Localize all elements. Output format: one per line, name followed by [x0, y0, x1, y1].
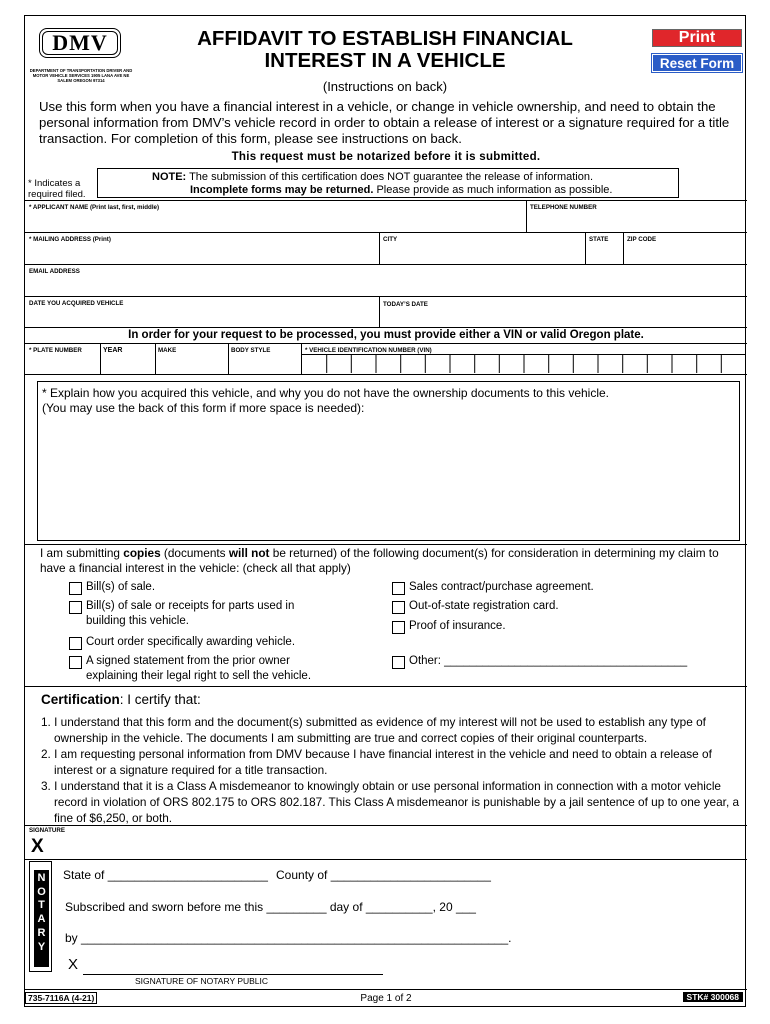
explain-line1: * Explain how you acquired this vehicle, and why you do not have the ownership documents to this vehicle. — [42, 386, 609, 400]
certification-title-bold: Certification — [41, 692, 120, 707]
copies-text-post: be returned) of the following document(s) for consideration in determining my claim to have a financial interest in the vehicle: (check all that apply) — [40, 546, 719, 575]
zip-code-field[interactable] — [624, 233, 746, 263]
certification-item-3: 3. I understand that it is a Class A misdemeanor to knowingly obtain or use personal information in connection with a motor vehicle record in violation of ORS 802.175 to ORS 802.187. This Class A misdemeanor is punishable by a jail sentence of up to one year, a fine of $6,250, or both. — [41, 779, 740, 825]
todays-date-label: TODAY’S DATE — [383, 301, 428, 308]
explain-line2: (You may use the back of this form if more space is needed): — [42, 401, 365, 415]
notary-signature-line[interactable] — [83, 974, 383, 975]
todays-date-field[interactable] — [380, 297, 746, 326]
note-box — [97, 168, 679, 198]
affidavit-form-page — [24, 15, 746, 1007]
city-label: CITY — [383, 236, 398, 243]
plate-number-label: * PLATE NUMBER — [29, 347, 82, 354]
divider — [25, 327, 747, 328]
notary-sworn-line[interactable]: Subscribed and sworn before me this _________ day of __________, 20 ___ — [65, 900, 476, 914]
divider — [25, 825, 747, 826]
court-order-label: Court order specifically awarding vehicle. — [86, 636, 296, 648]
other-label: Other: ______________________________________ — [409, 655, 688, 667]
notary-county-line[interactable]: County of ________________________ — [276, 868, 491, 882]
certification-title-suffix: : I certify that: — [119, 692, 201, 707]
notary-x-mark: X — [68, 956, 79, 973]
copies-bold-will-not: will not — [228, 546, 270, 560]
signature-field[interactable] — [55, 834, 745, 858]
certification-item-2: 2. I am requesting personal information from DMV because I have financial interest in the vehicle and need to obtain a release of interest or a signature required for a title transaction. — [41, 747, 712, 777]
applicant-name-field[interactable] — [26, 201, 525, 231]
explanation-textarea[interactable] — [37, 381, 740, 541]
page-number: Page 1 of 2 — [360, 993, 412, 1004]
note-prefix: NOTE: — [152, 171, 187, 183]
mailing-address-label: * MAILING ADDRESS (Print) — [29, 236, 111, 243]
copies-text-pre: I am submitting — [40, 546, 124, 560]
reset-form-button[interactable]: Reset Form — [652, 54, 742, 72]
certification-list — [41, 714, 741, 826]
out-of-state-registration-label: Out-of-state registration card. — [409, 600, 559, 612]
form-title — [145, 28, 625, 72]
note-line2: Please provide as much information as possible. — [373, 184, 613, 196]
year-label: YEAR — [103, 347, 123, 354]
copies-bold-copies: copies — [123, 546, 161, 560]
parts-receipts-checkbox[interactable] — [69, 601, 82, 614]
sales-contract-label: Sales contract/purchase agreement. — [409, 581, 594, 593]
form-subtitle: (Instructions on back) — [322, 79, 448, 94]
vin-label: * VEHICLE IDENTIFICATION NUMBER (VIN) — [305, 347, 432, 354]
mailing-address-field[interactable] — [26, 233, 378, 263]
notary-state-line[interactable]: State of ________________________ — [63, 868, 268, 882]
signed-statement-checkbox[interactable] — [69, 656, 82, 669]
telephone-label: TELEPHONE NUMBER — [530, 204, 597, 211]
date-acquired-field[interactable] — [26, 297, 378, 326]
telephone-field[interactable] — [527, 201, 746, 231]
make-field[interactable] — [156, 344, 227, 373]
signed-statement-label: A signed statement from the prior owner explaining their legal right to sell the vehicle. — [86, 655, 312, 682]
form-title-line1: AFFIDAVIT TO ESTABLISH FINANCIAL — [197, 27, 573, 50]
proof-of-insurance-label: Proof of insurance. — [409, 620, 506, 632]
city-field[interactable] — [380, 233, 584, 263]
certification-title — [41, 692, 201, 707]
make-label: MAKE — [158, 347, 177, 354]
copies-text-mid: (documents — [160, 546, 229, 560]
form-title-line2: INTEREST IN A VEHICLE — [264, 49, 506, 72]
zip-code-label: ZIP CODE — [627, 236, 657, 243]
divider — [25, 686, 747, 687]
notary-letters: N O T A R Y — [34, 870, 49, 967]
print-button[interactable]: Print — [652, 29, 742, 47]
note-line1: The submission of this certification does NOT guarantee the release of information. — [186, 171, 594, 183]
dmv-logo-subtext: DEPARTMENT OF TRANSPORTATION DRIVER AND MOTOR VEHICLE SERVICES 1905 LANA AVE NE SALEM OREGON 97314 — [29, 68, 133, 83]
dmv-logo — [39, 28, 121, 58]
email-field[interactable] — [26, 265, 746, 295]
sales-contract-checkbox[interactable] — [392, 582, 405, 595]
signature-x-mark: X — [31, 836, 44, 857]
state-label: STATE — [589, 236, 609, 243]
proof-of-insurance-checkbox[interactable] — [392, 621, 405, 634]
certification-item-1: 1. I understand that this form and the document(s) submitted as evidence of my interest will not be used to establish any type of ownership in the vehicle. The documents I am submitting are true and correct copies of their original counterparts. — [41, 715, 706, 745]
vin-field[interactable] — [302, 344, 746, 373]
bill-of-sale-checkbox[interactable] — [69, 582, 82, 595]
stock-number: STK# 300068 — [683, 992, 743, 1002]
out-of-state-registration-checkbox[interactable] — [392, 601, 405, 614]
body-style-label: BODY STYLE — [231, 347, 271, 354]
notary-by-line[interactable]: by ________________________________________________________________. — [65, 931, 512, 945]
year-field[interactable] — [101, 344, 154, 373]
parts-receipts-label: Bill(s) of sale or receipts for parts used in building this vehicle. — [86, 600, 295, 627]
notary-signature-label: SIGNATURE OF NOTARY PUBLIC — [135, 976, 269, 986]
notary-badge — [29, 861, 52, 972]
divider — [25, 544, 747, 545]
required-field-note: * Indicates a required filed. — [28, 178, 86, 200]
bill-of-sale-label: Bill(s) of sale. — [86, 581, 156, 593]
vin-instruction: In order for your request to be processed, you must provide either a VIN or valid Oregon plate. — [128, 329, 644, 341]
signature-label: SIGNATURE — [29, 827, 65, 834]
plate-number-field[interactable] — [26, 344, 99, 373]
state-field[interactable] — [586, 233, 622, 263]
intro-text: Use this form when you have a financial interest in a vehicle, or change in vehicle ownership, and need to obtain the personal information from DMV’s vehicle record in order to obtain a release of interest or a signature required for a title transaction. For completion of this form, please see instructions on back. — [39, 99, 730, 146]
court-order-checkbox[interactable] — [69, 637, 82, 650]
body-style-field[interactable] — [229, 344, 300, 373]
applicant-name-label: * APPLICANT NAME (Print last, first, middle) — [29, 204, 160, 211]
notarize-note: This request must be notarized before it is submitted. — [231, 151, 541, 163]
divider — [25, 374, 747, 375]
form-number: 735-7116A (4-21) — [25, 992, 97, 1004]
email-label: EMAIL ADDRESS — [29, 268, 80, 275]
dmv-logo-text: DMV — [42, 31, 118, 55]
note-bold: Incomplete forms may be returned. — [190, 184, 374, 196]
divider — [25, 989, 747, 990]
vin-character-boxes — [302, 354, 746, 373]
copies-text — [40, 546, 745, 576]
other-checkbox[interactable] — [392, 656, 405, 669]
date-acquired-label: DATE YOU ACQUIRED VEHICLE — [29, 300, 124, 307]
divider — [25, 859, 747, 860]
